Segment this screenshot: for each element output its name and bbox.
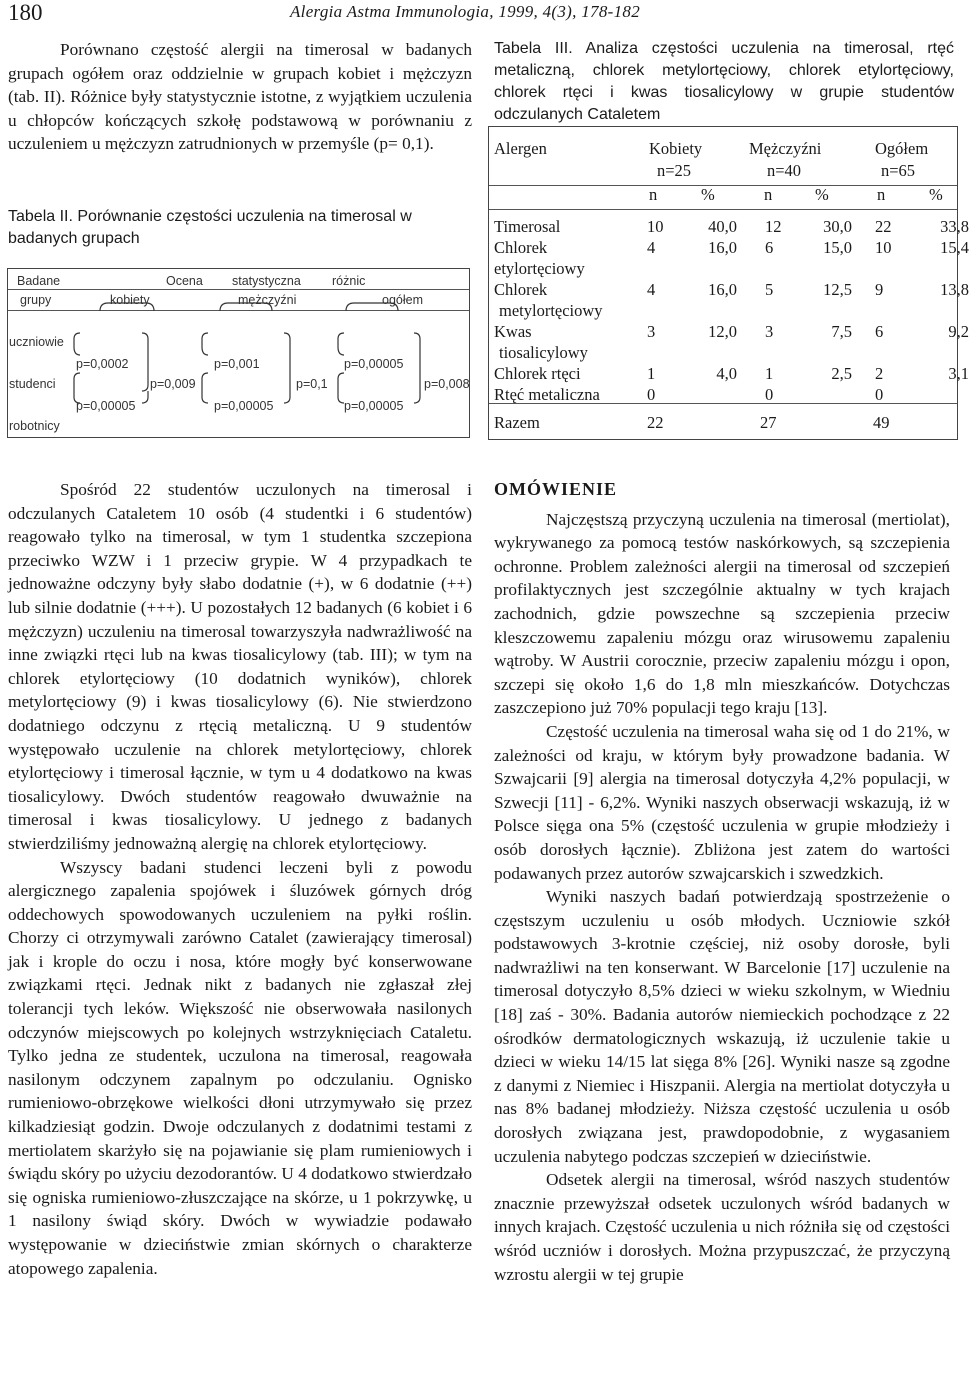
t3-sub: n: [877, 185, 886, 204]
table-3-caption: Tabela III. Analiza częstości uczulenia na timerosal, rtęć metaliczną, chlorek metylortęciowy, chlorek etylortęciowy, chlorek rtęci i kwas tiosalicylowy w grupie studentów odczulanych Cataletem: [494, 40, 954, 123]
t3-row-label-cont: metylortęciowy: [499, 301, 603, 320]
t3-cell: 7,5: [831, 322, 852, 341]
t2-group-uczniowie: uczniowie: [9, 335, 64, 349]
t3-total-cell: 22: [647, 413, 664, 432]
t3-cell: 12,5: [823, 280, 852, 299]
section-heading: OMÓWIENIE: [494, 479, 618, 499]
t3-cell: 3: [647, 322, 656, 341]
t3-cell: 2,5: [831, 364, 852, 383]
t2-cell: p=0,0002: [76, 357, 129, 371]
t2-cell: p=0,1: [296, 377, 328, 391]
t3-cell: 16,0: [708, 280, 737, 299]
t3-sub: %: [815, 185, 829, 204]
t3-row-label: Chlorek: [494, 238, 548, 257]
t3-row-label: Timerosal: [494, 217, 561, 236]
paragraph: Porównano częstość alergii na timerosal w badanych grupach ogółem oraz oddzielnie w grupach kobiet i mężczyzn (tab. II). Różnice były statystycznie istotne, z wyjątkiem uczulenia u chłopców kończących szkołę podstawową w porównaniu z uczuleniem u mężczyzn zatrudnionych w przemyśle (p= 0,1).: [8, 40, 472, 154]
t3-cell: 33,8: [940, 217, 969, 236]
t2-header-kobiety: kobiety: [110, 293, 150, 307]
t3-header-n: n=65: [881, 161, 916, 180]
table-2: [7, 268, 470, 438]
t2-cell: p=0,00005: [344, 357, 404, 371]
t3-row-label-cont: tiosalicylowy: [499, 343, 588, 362]
t3-sub: %: [701, 185, 715, 204]
t3-cell: 4,0: [716, 364, 737, 383]
results-text-column: [8, 478, 472, 1280]
paragraph: Wszyscy badani studenci leczeni byli z powodu alergicznego zapalenia spojówek i śluzówek górnych dróg oddechowych spowodowanych uczuleniem na pyłki roślin. Chorzy ci otrzymywali zarówno Catalet (zawierający timerosal) jak i krople do oczu i nosa, które mogły być konserwowane związkami rtęci. Jednak nikt z badanych nie zgłaszał złej tolerancji tych leków. Większość nie obserwowała nasilonych odczynów miejscowych po kolejnych wstrzyknięciach Cataletu. Tylko jedna ze studentek, uczulona na timerosal, reagowała nasilonym odczynem zapalnym po odczulaniu. Ognisko rumieniowo-obrzękowe wielkości dłoni utrzymywało się przez kilkadziesiąt godzin. Dwoje odczulanych z dodatnimi testami z mertiolatem skarżyło się na pojawianie się plam rumieniowych i świądu skóry po użyciu dezodorantów. U 4 dodatkowo stwierdzało się ogniska rumieniowo-złuszczające na skórze, u 1 pokrzywkę, u 1 nasilony świąd skóry. Dwóch w wywiadzie podawało występowanie w dzieciństwie zmian skórnych o charakterze atopowego zapalenia.: [8, 857, 472, 1278]
intro-paragraph-block: [8, 38, 472, 156]
t2-header-statystyczna: statystyczna: [232, 274, 301, 288]
t3-cell: 10: [875, 238, 892, 257]
t3-cell: 12,0: [708, 322, 737, 341]
t3-cell: 12: [765, 217, 782, 236]
t3-row-label: Chlorek: [494, 280, 548, 299]
t3-cell: 6: [875, 322, 884, 341]
t2-header-grupy: grupy: [20, 293, 52, 307]
t3-sub: %: [929, 185, 943, 204]
t2-cell: p=0,00005: [214, 399, 274, 413]
t3-cell: 5: [765, 280, 774, 299]
t2-header-mezczyzni: mężczyźni: [238, 293, 297, 307]
t3-cell: 0: [765, 385, 774, 404]
t3-rule: [489, 185, 957, 186]
t3-total-cell: 49: [873, 413, 890, 432]
t3-cell: 6: [765, 238, 774, 257]
t2-header-ocena: Ocena: [166, 274, 203, 288]
paragraph: Najczęstszą przyczyną uczulenia na timerosal (mertiolat), wykrywanego za pomocą testów naskórkowych, są szczepienia ochronne. Problem zależności alergii na timerosal od szczepień profilaktycznych jest szczególnie aktualny w tych krajach zachodnich, gdzie powszechne są szczepienia przeciw kleszczowemu zapaleniu mózgu oraz wirusowemu zapaleniu wątroby. W Austrii corocznie, przeciw zapaleniu mózgu i opon, szczepi się około 1,6 do 1,8 mln mieszkańców. Dotychczas zaszczepiono już 70% populacji tego kraju [13].: [494, 509, 950, 718]
page-number: 180: [8, 0, 43, 25]
t3-cell: 4: [647, 280, 656, 299]
table-2-caption: Tabela II. Porównanie częstości uczulenia na timerosal w badanych grupach: [8, 208, 412, 247]
t3-header-group: Kobiety: [649, 139, 703, 158]
t3-cell: 3,1: [948, 364, 969, 383]
t3-row-label: Chlorek rtęci: [494, 364, 581, 383]
t2-cell: p=0,009: [150, 377, 196, 391]
t3-cell: 22: [875, 217, 892, 236]
paragraph: Częstość uczulenia na timerosal waha się od 1 do 21%, w zależności od kraju, w którym były prowadzone badania. W Szwajcarii [9] alergia na timerosal dotyczyła 4,2% populacji, w Szwecji [11] - 6,2%. Wyniki naszych obserwacji wskazują, iż w Polsce sięga ona 5% (częstość uczulenia w grupie młodzieży i osób dorosłych łącznie). Zbliżona jest zatem do wartości podawanych przez autorów szwajcarskich i szwedzkich.: [494, 721, 950, 883]
t3-header-group: Ogółem: [875, 139, 929, 158]
discussion-text-column: [494, 478, 950, 1286]
t3-sub: n: [764, 185, 773, 204]
t2-cell: p=0,00005: [76, 399, 136, 413]
t2-group-robotnicy: robotnicy: [9, 419, 60, 433]
t3-header-n: n=40: [767, 161, 802, 180]
t3-cell: 15,4: [940, 238, 969, 257]
t3-row-label: Rtęć metaliczna: [494, 385, 600, 404]
t2-cell: p=0,008: [424, 377, 470, 391]
t3-cell: 4: [647, 238, 656, 257]
t3-row-label-cont: etylortęciowy: [494, 259, 585, 278]
t2-group-studenci: studenci: [9, 377, 56, 391]
t3-header-group: Mężczyźni: [749, 139, 822, 158]
t3-sub: n: [649, 185, 658, 204]
t3-rule: [489, 209, 957, 210]
t3-cell: 13,8: [940, 280, 969, 299]
t2-cell: p=0,001: [214, 357, 260, 371]
t3-cell: 2: [875, 364, 884, 383]
t2-header-ogolem: ogółem: [382, 293, 423, 307]
t3-header-n: n=25: [657, 161, 692, 180]
t3-cell: 15,0: [823, 238, 852, 257]
t3-rule: [489, 403, 957, 404]
t3-cell: 1: [765, 364, 774, 383]
table-3: [488, 126, 969, 440]
t3-cell: 16,0: [708, 238, 737, 257]
paragraph: Spośród 22 studentów uczulonych na timerosal i odczulanych Cataletem 10 osób (4 studentki i 6 studentów) reagowało tylko na timerosal, w tym 1 studentka szczepiona przeciwko WZW i 1 przeciw grypie. W 4 przypadkach te jednoważne odczyny były słabo dodatnie (+), w 6 dodatnie (++) lub silnie dodatnie (+++). U pozostałych 12 badanych (6 kobiet i 6 mężczyzn) uczuleniu na timerosal towarzyszyła nadwrażliwość na inne związki rtęci lub na kwas tiosalicylowy (tab. III); w tym na chlorek etylortęciowy (10 dodatnich wyników), chlorek metylortęciowy (9) i kwas tiosalicylowy (6). Nie stwierdzono dodatniego odczynu z rtęcią metaliczną. U 9 studentów występowało uczulenie na chlorek metylortęciowy, chlorek etylortęciowy i timerosal łącznie, w tym u 4 dodatkowo na kwas tiosalicylowy. Dwóch studentów reagowało dwuważnie na timerosal i kwas tiosalicylowy. U jednego z badanych stwierdziliśmy jednoważną alergię na chlorek etylortęciowy.: [8, 480, 472, 853]
t3-cell: 9,2: [948, 322, 969, 341]
t2-header-badane: Badane: [17, 274, 61, 288]
t3-cell: 9: [875, 280, 884, 299]
paragraph: Odsetek alergii na timerosal, wśród naszych studentów znacznie przewyższał odsetek uczulonych wśród badanych w innych krajach. Częstość uczulenia u nich różniła się od częstości wśród uczniów i dorosłych. Można przypuszczać, że przyczyną wzrostu alergii w tej grupie: [494, 1170, 950, 1284]
t3-total-label: Razem: [494, 413, 540, 432]
t2-cell: p=0,00005: [344, 399, 404, 413]
t3-cell: 10: [647, 217, 664, 236]
t3-cell: 1: [647, 364, 656, 383]
paragraph: Wyniki naszych badań potwierdzają spostrzeżenie o częstszym uczuleniu u osób młodych. Uczniowie szkół podstawowych 3-krotnie częściej, niż osoby dorosłe, byli nadwrażliwi na ten konserwant. W Barcelonie [17] uczulenie na timerosal dotyczyło 8,5% dzieci w wieku szkolnym, w Wiedniu [18] zaś - 30%. Badania autorów niemieckich pochodzące z 22 ośrodków dermatologicznych wskazują, iż uczulenie takie u dzieci w wieku 14/15 lat sięga 8% [26]. Wyniki nasze są zgodne z danymi z Niemiec i Hiszpanii. Alergia na mertiolat dotyczyła u nas 8% badanej młodzieży. Niższa częstość uczulenia u osób dorosłych związana jest, prawdopodobnie, z wygasaniem uczulenia nabytego podczas szczepień w dzieciństwie.: [494, 887, 950, 1166]
t3-cell: 3: [765, 322, 774, 341]
t3-cell: 30,0: [823, 217, 852, 236]
journal-running-header: Alergia Astma Immunologia, 1999, 4(3), 178-182: [290, 2, 640, 21]
t2-header-roznic: różnic: [332, 274, 366, 288]
t3-header-alergen: Alergen: [494, 139, 547, 158]
t3-cell: 0: [647, 385, 656, 404]
t3-cell: 40,0: [708, 217, 737, 236]
t3-total-cell: 27: [760, 413, 777, 432]
t3-row-label: Kwas: [494, 322, 532, 341]
t3-cell: 0: [875, 385, 884, 404]
